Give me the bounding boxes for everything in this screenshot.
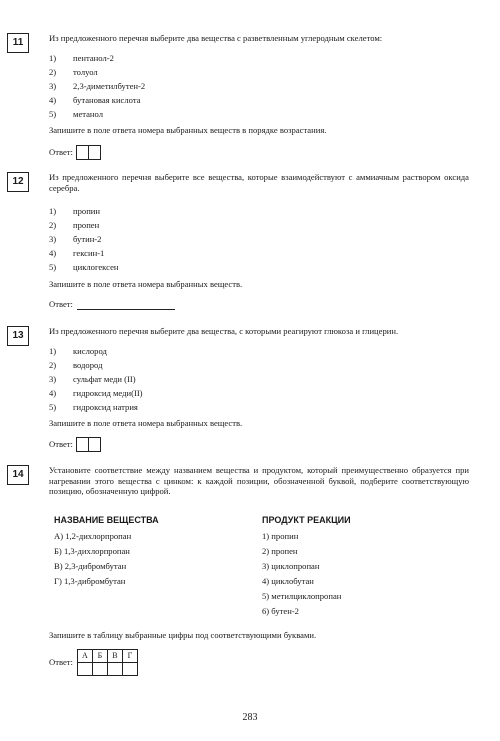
option: 2) водород: [49, 359, 103, 370]
answer-label: Ответ:: [49, 299, 73, 310]
question-number-13: 13: [7, 326, 29, 346]
product-item: 3) циклопропан: [262, 561, 320, 572]
table-header-a: А: [77, 650, 92, 663]
substance-item: Б) 1,3-дихлорпропан: [54, 546, 130, 557]
question-number-12: 12: [7, 172, 29, 192]
question-number-14: 14: [7, 465, 29, 485]
substance-item: А) 1,2-дихлорпропан: [54, 531, 132, 542]
question-13-options: [49, 344, 143, 414]
question-13-text: Из предложенного перечня выберите два вещества, с которыми реагируют глюкоза и глицерин.: [49, 326, 399, 336]
option: 3) бутин-2: [49, 233, 102, 244]
column-header-product: ПРОДУКТ РЕАКЦИИ: [262, 515, 351, 525]
option: 1) кислород: [49, 345, 107, 356]
substance-item: Г) 1,3-дибромбутан: [54, 576, 126, 587]
answer-cell[interactable]: [77, 663, 92, 676]
option: 4) гидроксид меди(II): [49, 387, 143, 398]
product-item: 1) пропин: [262, 531, 299, 542]
answer-table-14[interactable]: [77, 649, 138, 676]
option: 2) пропен: [49, 219, 100, 230]
question-number-11: 11: [7, 33, 29, 53]
substance-list: [54, 529, 131, 589]
answer-row-12: [49, 299, 175, 310]
question-11-options: [49, 51, 145, 121]
product-item: 4) циклобутан: [262, 576, 314, 587]
answer-cell[interactable]: [92, 663, 107, 676]
column-header-substance: НАЗВАНИЕ ВЕЩЕСТВА: [54, 515, 159, 525]
answer-line-12[interactable]: [77, 299, 175, 310]
product-list: [262, 529, 341, 619]
question-12-text: Из предложенного перечня выберите все вещества, которые взаимодействуют с аммиачным раствором оксида серебра.: [49, 172, 469, 193]
answer-cell[interactable]: [107, 663, 122, 676]
table-header-v: В: [107, 650, 122, 663]
option: 4) гексин-1: [49, 247, 105, 258]
question-11-text: Из предложенного перечня выберите два вещества с разветвленным углеродным скелетом:: [49, 33, 383, 43]
substance-item: В) 2,3-дибромбутан: [54, 561, 127, 572]
option: 1) пропин: [49, 205, 100, 216]
answer-label: Ответ:: [49, 657, 73, 668]
product-item: 6) бутен-2: [262, 606, 299, 617]
answer-row-11: [49, 145, 101, 160]
option: 5) метанол: [49, 108, 103, 119]
option: 4) бутановая кислота: [49, 94, 141, 105]
question-11-instruction: Запишите в поле ответа номера выбранных веществ в порядке возрастания.: [49, 125, 327, 135]
option: 2) толуол: [49, 66, 98, 77]
question-14-text: Установите соответствие между названием вещества и продуктом, который преимущественно образуется при нагревании этого вещества с цинком: к каждой позиции, обозначенной буквой, подберите соответствующую позицию, обозначенную цифрой.: [49, 465, 469, 497]
answer-label: Ответ:: [49, 439, 73, 450]
answer-label: Ответ:: [49, 147, 73, 158]
question-12-instruction: Запишите в поле ответа номера выбранных веществ.: [49, 279, 243, 289]
product-item: 5) метилциклопропан: [262, 591, 342, 602]
question-12-options: [49, 204, 118, 274]
question-14-instruction: Запишите в таблицу выбранные цифры под соответствующими буквами.: [49, 630, 317, 640]
table-header-b: Б: [92, 650, 107, 663]
answer-row-14: [49, 649, 138, 676]
product-item: 2) пропен: [262, 546, 298, 557]
answer-boxes-11[interactable]: [77, 145, 101, 160]
table-header-g: Г: [122, 650, 137, 663]
option: 5) гидроксид натрия: [49, 401, 138, 412]
option: 5) циклогексен: [49, 261, 119, 272]
answer-row-13: [49, 437, 101, 452]
question-13-instruction: Запишите в поле ответа номера выбранных веществ.: [49, 418, 243, 428]
answer-cell[interactable]: [122, 663, 137, 676]
option: 1) пентанол-2: [49, 52, 114, 63]
page-number: 283: [242, 712, 258, 723]
option: 3) сульфат меди (II): [49, 373, 136, 384]
option: 3) 2,3-диметилбутен-2: [49, 80, 146, 91]
answer-boxes-13[interactable]: [77, 437, 101, 452]
